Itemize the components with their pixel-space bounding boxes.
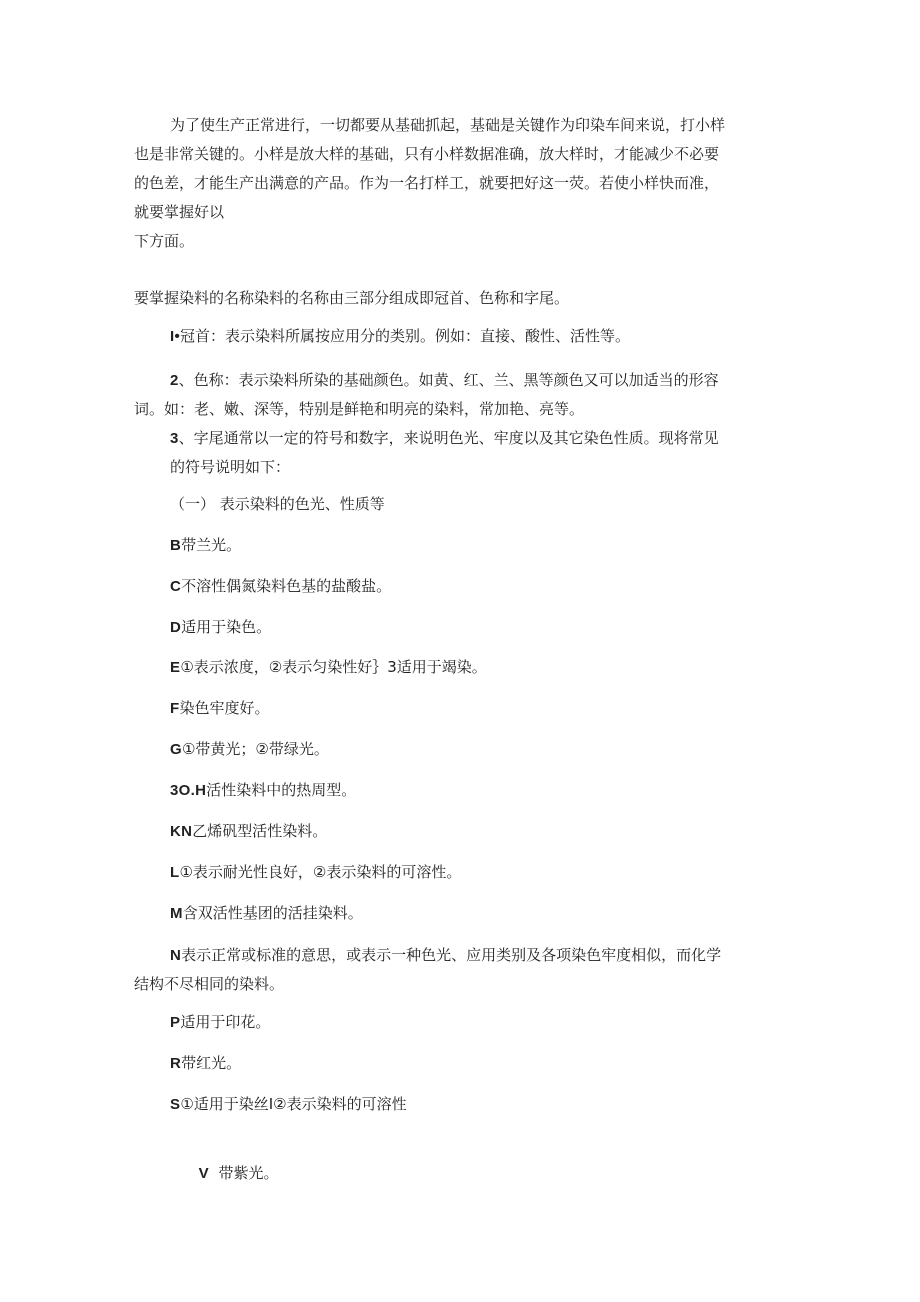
symbol-desc: ①表示耐光性良好，②表示染料的可溶性。	[179, 863, 462, 881]
symbol-desc: ①带黄光；②带绿光。	[181, 740, 329, 758]
symbol-code: B	[170, 537, 182, 554]
symbol-code: R	[170, 1055, 182, 1072]
symbol-item	[170, 613, 271, 642]
symbol-code: D	[170, 619, 182, 636]
intro-line-5: 下方面。	[134, 232, 195, 250]
symbol-item	[170, 735, 329, 764]
symbol-desc: ①表示浓度，②表示匀染性好｝3适用于竭染。	[180, 658, 487, 676]
symbol-desc: 带兰光。	[181, 536, 242, 554]
part-3-line-1	[170, 424, 719, 453]
intro-line-3: 的色差，才能生产出满意的产品。作为一名打样工，就要把好这一荧。若使小样快而准，	[134, 174, 720, 192]
symbol-item	[170, 1049, 241, 1078]
symbol-code: N	[170, 947, 182, 964]
part-3-text-1: 、字尾通常以一定的符号和数字，来说明色光、牢度以及其它染色性质。现将常见	[178, 429, 719, 447]
intro-paragraph	[134, 111, 784, 256]
symbol-code: V	[198, 1165, 209, 1182]
symbol-item	[170, 531, 241, 560]
symbol-code: G	[170, 741, 182, 758]
symbol-desc: 适用于印花。	[180, 1013, 271, 1031]
intro-line-4: 就要掌握好以	[134, 203, 225, 221]
subheading: （一） 表示染料的色光、性质等	[170, 495, 385, 513]
symbol-code: L	[170, 864, 180, 881]
part-2-line-2: 词。如：老、嫩、深等，特别是鲜艳和明亮的染料，常加艳、亮等。	[134, 400, 585, 418]
symbol-desc: 染色牢度好。	[179, 699, 270, 717]
intro-line-1: 为了使生产正常进行，一切都要从基础抓起，基础是关键作为印染车间来说，打小样	[170, 116, 726, 134]
part-2-marker: 2	[170, 372, 179, 389]
symbol-code: M	[170, 905, 183, 922]
symbol-code: 3O.H	[170, 782, 207, 799]
symbol-n-line-1	[170, 941, 721, 970]
symbol-code: P	[170, 1014, 181, 1031]
symbol-desc: 适用于染色。	[181, 618, 272, 636]
section-lead: 要掌握染料的名称染料的名称由三部分组成即冠首、色称和字尾。	[134, 289, 570, 307]
symbol-desc: 带紫光。	[208, 1164, 279, 1182]
symbol-desc: 活性染料中的热周型。	[206, 781, 357, 799]
symbol-desc: 表示正常或标准的意思，或表示一种色光、应用类别及各项染色牢度相似，而化学	[181, 946, 722, 964]
symbol-desc: 乙烯矾型活性染料。	[192, 822, 328, 840]
part-1-text: 冠首：表示染料所属按应用分的类别。例如：直接、酸性、活性等。	[180, 327, 631, 345]
part-2-text-1: 、色称：表示染料所染的基础颜色。如黄、红、兰、黑等颜色又可以加适当的形容	[178, 371, 719, 389]
symbol-item	[170, 1130, 278, 1217]
symbol-code: F	[170, 700, 180, 717]
intro-line-2: 也是非常关键的。小样是放大样的基础，只有小样数据准确，放大样时，才能减少不必要	[134, 145, 720, 163]
symbol-item	[170, 653, 487, 682]
symbol-item	[170, 817, 327, 846]
symbol-desc: 不溶性偶氮染料色基的盐酸盐。	[181, 577, 392, 595]
symbol-item	[170, 899, 363, 928]
symbol-item	[170, 1090, 407, 1119]
symbol-desc: 带红光。	[181, 1054, 242, 1072]
symbol-item	[170, 572, 391, 601]
symbol-item	[170, 694, 269, 723]
symbol-item	[170, 1008, 270, 1037]
part-1-marker: I•	[170, 328, 181, 345]
symbol-code: E	[170, 659, 181, 676]
symbol-code: C	[170, 578, 182, 595]
part-3-line-2: 的符号说明如下：	[170, 458, 291, 476]
symbol-item	[170, 776, 356, 805]
symbol-item	[170, 858, 461, 887]
symbol-n-line-2: 结构不尽相同的染料。	[134, 975, 285, 993]
symbol-desc: ①适用于染丝I②表示染料的可溶性	[180, 1095, 407, 1113]
symbol-code: KN	[170, 823, 193, 840]
symbol-code: S	[170, 1096, 181, 1113]
part-3-marker: 3	[170, 430, 179, 447]
symbol-desc: 含双活性基团的活挂染料。	[182, 904, 363, 922]
part-1	[170, 322, 630, 351]
part-2-line-1	[170, 366, 719, 395]
